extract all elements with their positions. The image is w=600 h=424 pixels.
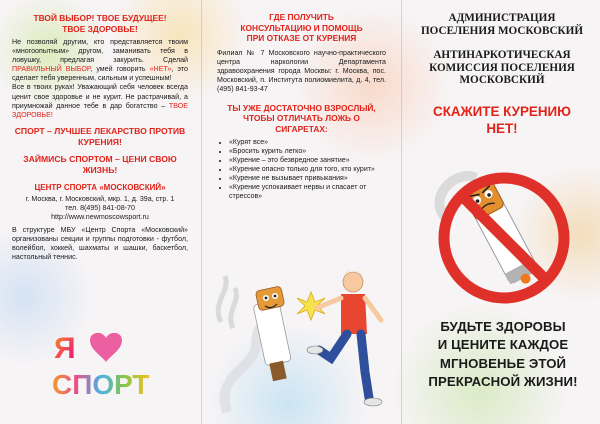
commission-title-line: АНТИНАРКОТИЧЕСКАЯ <box>433 49 571 61</box>
myths-heading-line: ТЫ УЖЕ ДОСТАТОЧНО ВЗРОСЛЫЙ, <box>227 102 376 113</box>
closing-slogan-line: И ЦЕНИТЕ КАЖДОЕ <box>437 337 569 353</box>
panel-left <box>0 0 200 424</box>
clinic-text: Филиал № 7 Московского научно-практического центра наркологии Департамента здравоохранения города Москвы: г. Москва, пос. Московский, п. Института полиомиелита, д. 4, тел. (495) 841-93-47 <box>217 48 386 94</box>
commission-title-line: МОСКОВСКИЙ <box>459 74 545 86</box>
no-smoking-sign-icon <box>426 158 576 308</box>
smoke-icon <box>218 276 236 328</box>
choice-heading-line: ТВОЕ ЗДОРОВЬЕ! <box>62 24 138 34</box>
closing-slogan-line: БУДЬТЕ ЗДОРОВЫ <box>440 319 566 334</box>
closing-slogan-line: МГНОВЕНЬЕ ЭТОЙ <box>439 355 567 371</box>
boy-kicking-cigarette-illustration <box>211 262 391 420</box>
advice-paragraph: Все в твоих руках! Уважающий себя человек всегда ценит свое здоровье и не курит. Не растрачивай, а приумножай данное тебе в дар богатство – ТВОЕ ЗДОРОВЬЕ! <box>12 83 188 119</box>
myths-list <box>217 138 386 201</box>
choice-heading-line: ТВОЙ ВЫБОР! ТВОЕ БУДУЩЕЕ! <box>33 13 167 23</box>
sport-slogan <box>12 126 188 148</box>
sport-slogan-line: СПОРТ – ЛУЧШЕЕ ЛЕКАРСТВО ПРОТИВ <box>14 125 186 136</box>
administration-title-line: ПОСЕЛЕНИЯ МОСКОВСКИЙ <box>420 24 584 37</box>
fold-line <box>401 0 402 424</box>
commission-title <box>412 49 592 87</box>
myth-item: • «Курение – это безвредное занятие» <box>229 156 386 165</box>
sport-center-title: ЦЕНТР СПОРТА «МОСКОВСКИЙ» <box>34 182 166 192</box>
myth-item: • «Курение не вызывает привыкания» <box>229 174 386 183</box>
logo-letter: Я <box>54 332 76 365</box>
administration-title <box>412 12 592 37</box>
smoke-icon <box>225 324 265 412</box>
heart-icon <box>90 333 122 362</box>
closing-slogan <box>410 318 596 392</box>
sport-slogan <box>12 154 188 176</box>
sport-slogan-line: ЗАЙМИСЬ СПОРТОМ – ЦЕНИ СВОЮ <box>23 153 177 164</box>
help-heading-line: КОНСУЛЬТАЦИЮ И ПОМОЩЬ <box>240 22 363 33</box>
sport-center-address <box>12 195 188 222</box>
advice-text <box>12 38 188 120</box>
sections-text: В структуре МБУ «Центр Спорта «Московский» организованы секции и группы подготовки - футбол, волейбол, хоккей, шахматы и шашки, баскетбол, настольный теннис. <box>12 226 188 262</box>
logo-word: СПОРТ <box>52 369 150 400</box>
myth-item: • «Курят все» <box>229 138 386 147</box>
cigarette-character-icon <box>253 286 291 381</box>
myths-heading <box>217 103 386 135</box>
say-no-heading <box>412 103 592 137</box>
closing-slogan-line: ПРЕКРАСНОЙ ЖИЗНИ! <box>428 374 578 390</box>
help-heading-line: ПРИ ОТКАЗЕ ОТ КУРЕНИЯ <box>246 33 357 43</box>
administration-title-line: АДМИНИСТРАЦИЯ <box>448 12 556 24</box>
commission-title-line: КОМИССИЯ ПОСЕЛЕНИЯ <box>429 61 575 74</box>
myth-item: • «Бросить курить легко» <box>229 147 386 156</box>
help-heading <box>217 12 386 44</box>
advice-paragraph: Не позволяй другим, кто представляется твоим «многоопытным» другом, заманивать тебя в ловушку, предлагая закурить. Сделай ПРАВИЛЬНЫЙ ВЫБОР, умей говорить «НЕТ», это сделает тебя уверенным, сильным и успешным! <box>12 38 188 83</box>
sport-slogan-line: КУРЕНИЯ! <box>78 136 122 147</box>
myth-item: • «Курение успокаивает нервы и спасает от стрессов» <box>229 183 386 201</box>
ya-lyublyu-sport-logo <box>50 330 162 402</box>
choice-heading <box>12 13 188 35</box>
phone-line: тел. 8(495) 841-08-70 <box>65 203 135 212</box>
address-line: г. Москва, г. Московский, мкр. 1, д. 39а, стр. 1 <box>25 194 175 203</box>
say-no-line: СКАЖИТЕ КУРЕНИЮ <box>433 103 571 119</box>
kicking-boy-icon <box>307 270 382 406</box>
help-heading-line: ГДЕ ПОЛУЧИТЬ <box>269 12 334 22</box>
panel-right <box>404 0 600 424</box>
panel-middle <box>203 0 398 424</box>
myths-heading-line: ЧТОБЫ ОТЛИЧАТЬ ЛОЖЬ О СИГАРЕТАХ: <box>243 113 360 134</box>
website-link[interactable]: http://www.newmoscowsport.ru <box>51 213 149 222</box>
sport-slogan-line: ЖИЗНЬ! <box>82 164 118 175</box>
myth-item: • «Курение опасно только для того, кто курит» <box>229 165 386 174</box>
fold-line <box>201 0 202 424</box>
say-no-line: НЕТ! <box>486 120 518 136</box>
